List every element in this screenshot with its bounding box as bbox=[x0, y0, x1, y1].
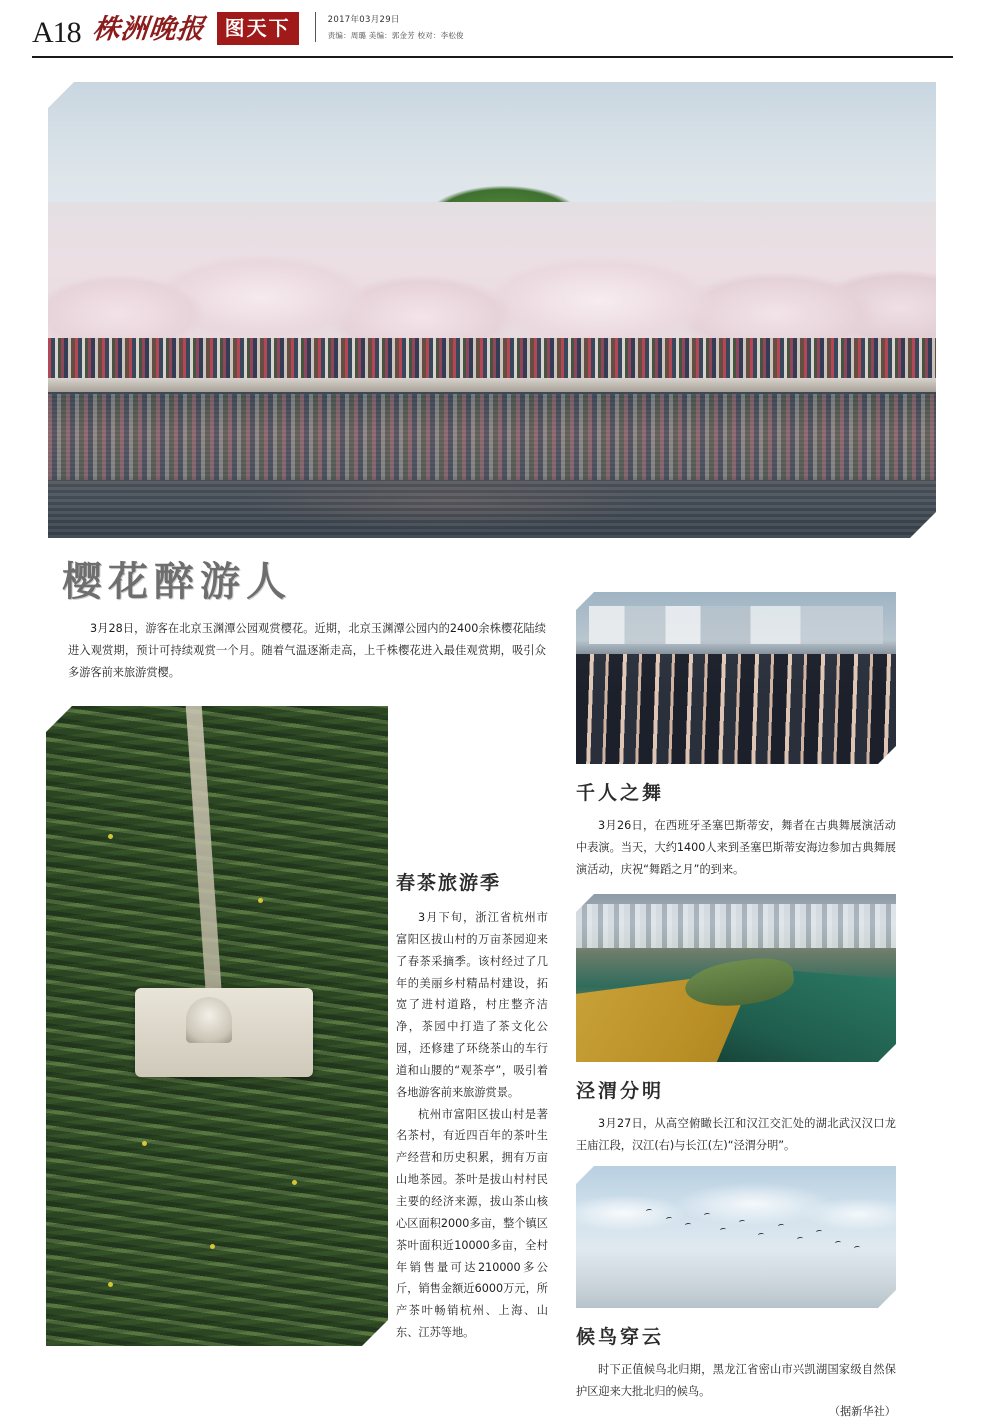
photo-corner-cut-top-left bbox=[48, 82, 74, 108]
tea-viewing-pavilion bbox=[186, 997, 232, 1043]
publication-date: 2017年03月29日 bbox=[327, 15, 400, 25]
tea-picker-marker bbox=[108, 834, 113, 839]
migrating-birds-sky-photo bbox=[576, 1166, 896, 1308]
hero-water-reflection bbox=[48, 394, 936, 480]
photo-corner-cut-top-left bbox=[576, 1166, 594, 1184]
photo-corner-cut-bottom-right bbox=[878, 1044, 896, 1062]
hero-lake-bank bbox=[48, 378, 936, 392]
birds-caption-title: 候鸟穿云 bbox=[576, 1326, 665, 1348]
dance-caption-block bbox=[576, 778, 896, 881]
photo-corner-cut-top-left bbox=[576, 592, 594, 610]
dance-seaside-buildings bbox=[589, 606, 883, 644]
tea-article-body bbox=[396, 907, 548, 1344]
river-city-skyline bbox=[576, 904, 896, 948]
birds-caption-body: 时下正值候鸟北归期，黑龙江省密山市兴凯湖国家级自然保护区迎来大批北归的候鸟。 bbox=[576, 1363, 896, 1398]
photo-corner-cut-top-left bbox=[576, 894, 594, 912]
hero-photo-caption: 3月28日，游客在北京玉渊潭公园观赏樱花。近期，北京玉渊潭公园内的2400余株樱花陆续进入观赏期，预计可持续观赏一个月。随着气温逐渐走高，上千株樱花进入最佳观赏期，吸引众多游客前来旅游赏樱。 bbox=[68, 622, 546, 679]
section-badge: 图天下 bbox=[217, 12, 299, 45]
tea-paragraph-1: 3月下旬，浙江省杭州市富阳区拔山村的万亩茶园迎来了春茶采摘季。该村经过了几年的美丽乡村精品村建设，拓宽了进村道路，村庄整齐洁净，茶园中打造了茶文化公园，还修建了环绕茶山的车行道和山腰的“观茶亭”，吸引着各地游客前来旅游赏景。 bbox=[396, 911, 548, 1099]
birds-caption-block bbox=[576, 1322, 896, 1423]
editorial-credits: 责编：周璐 美编：郭金芳 校对：李松俊 bbox=[327, 30, 464, 40]
photo-corner-cut-bottom-right bbox=[878, 746, 896, 764]
river-caption-body: 3月27日，从高空俯瞰长江和汉江交汇处的湖北武汉汉口龙王庙江段，汉江(右)与长江(左)“泾渭分明”。 bbox=[576, 1117, 896, 1152]
newspaper-title: 株洲晚报 bbox=[90, 14, 207, 45]
birds-cloud-layer bbox=[576, 1177, 896, 1237]
page-number: A18 bbox=[32, 16, 81, 49]
tea-paragraph-2: 杭州市富阳区拔山村是著名茶村，有近四百年的茶叶生产经营和历史积累，拥有万亩山地茶园。茶叶是拔山村村民主要的经济来源，拔山茶山核心区面积2000多亩，整个镇区茶叶面积近10000多亩，全村年销售量可达210000多公斤，销售金额近6000万元，所产茶叶畅销杭州、上海、山东、江苏等地。 bbox=[396, 1107, 548, 1340]
photo-corner-cut-top-left bbox=[46, 706, 72, 732]
tea-picker-marker bbox=[292, 1180, 297, 1185]
tea-article-title: 春茶旅游季 bbox=[396, 872, 502, 894]
tea-picker-marker bbox=[210, 1244, 215, 1249]
dance-performers-row bbox=[576, 654, 896, 764]
river-confluence-aerial-photo bbox=[576, 894, 896, 1062]
cherry-blossom-lake-photo bbox=[48, 82, 936, 538]
birds-caption-credit: （据新华社） bbox=[828, 1404, 896, 1418]
tea-article bbox=[396, 868, 548, 1344]
photo-corner-cut-bottom-right bbox=[910, 512, 936, 538]
tea-picker-marker bbox=[108, 1282, 113, 1287]
hero-water-ripples bbox=[48, 478, 936, 538]
photo-corner-cut-bottom-right bbox=[878, 1290, 896, 1308]
tea-terrace-aerial-photo bbox=[46, 706, 388, 1346]
mass-dance-performance-photo bbox=[576, 592, 896, 764]
dance-caption-body: 3月26日，在西班牙圣塞巴斯蒂安，舞者在古典舞展演活动中表演。当天，大约1400人来到圣塞巴斯蒂安海边参加古典舞展演活动，庆祝“舞蹈之月”的到来。 bbox=[576, 819, 896, 876]
river-caption-title: 泾渭分明 bbox=[576, 1080, 665, 1102]
page-title: 樱花醉游人 bbox=[62, 558, 292, 605]
tea-picker-marker bbox=[142, 1141, 147, 1146]
dance-caption-title: 千人之舞 bbox=[576, 782, 665, 804]
tea-picker-marker bbox=[258, 898, 263, 903]
masthead bbox=[32, 12, 953, 56]
masthead-meta bbox=[315, 12, 464, 42]
photo-corner-cut-bottom-right bbox=[362, 1320, 388, 1346]
river-caption-block bbox=[576, 1076, 896, 1157]
masthead-divider bbox=[32, 56, 953, 58]
